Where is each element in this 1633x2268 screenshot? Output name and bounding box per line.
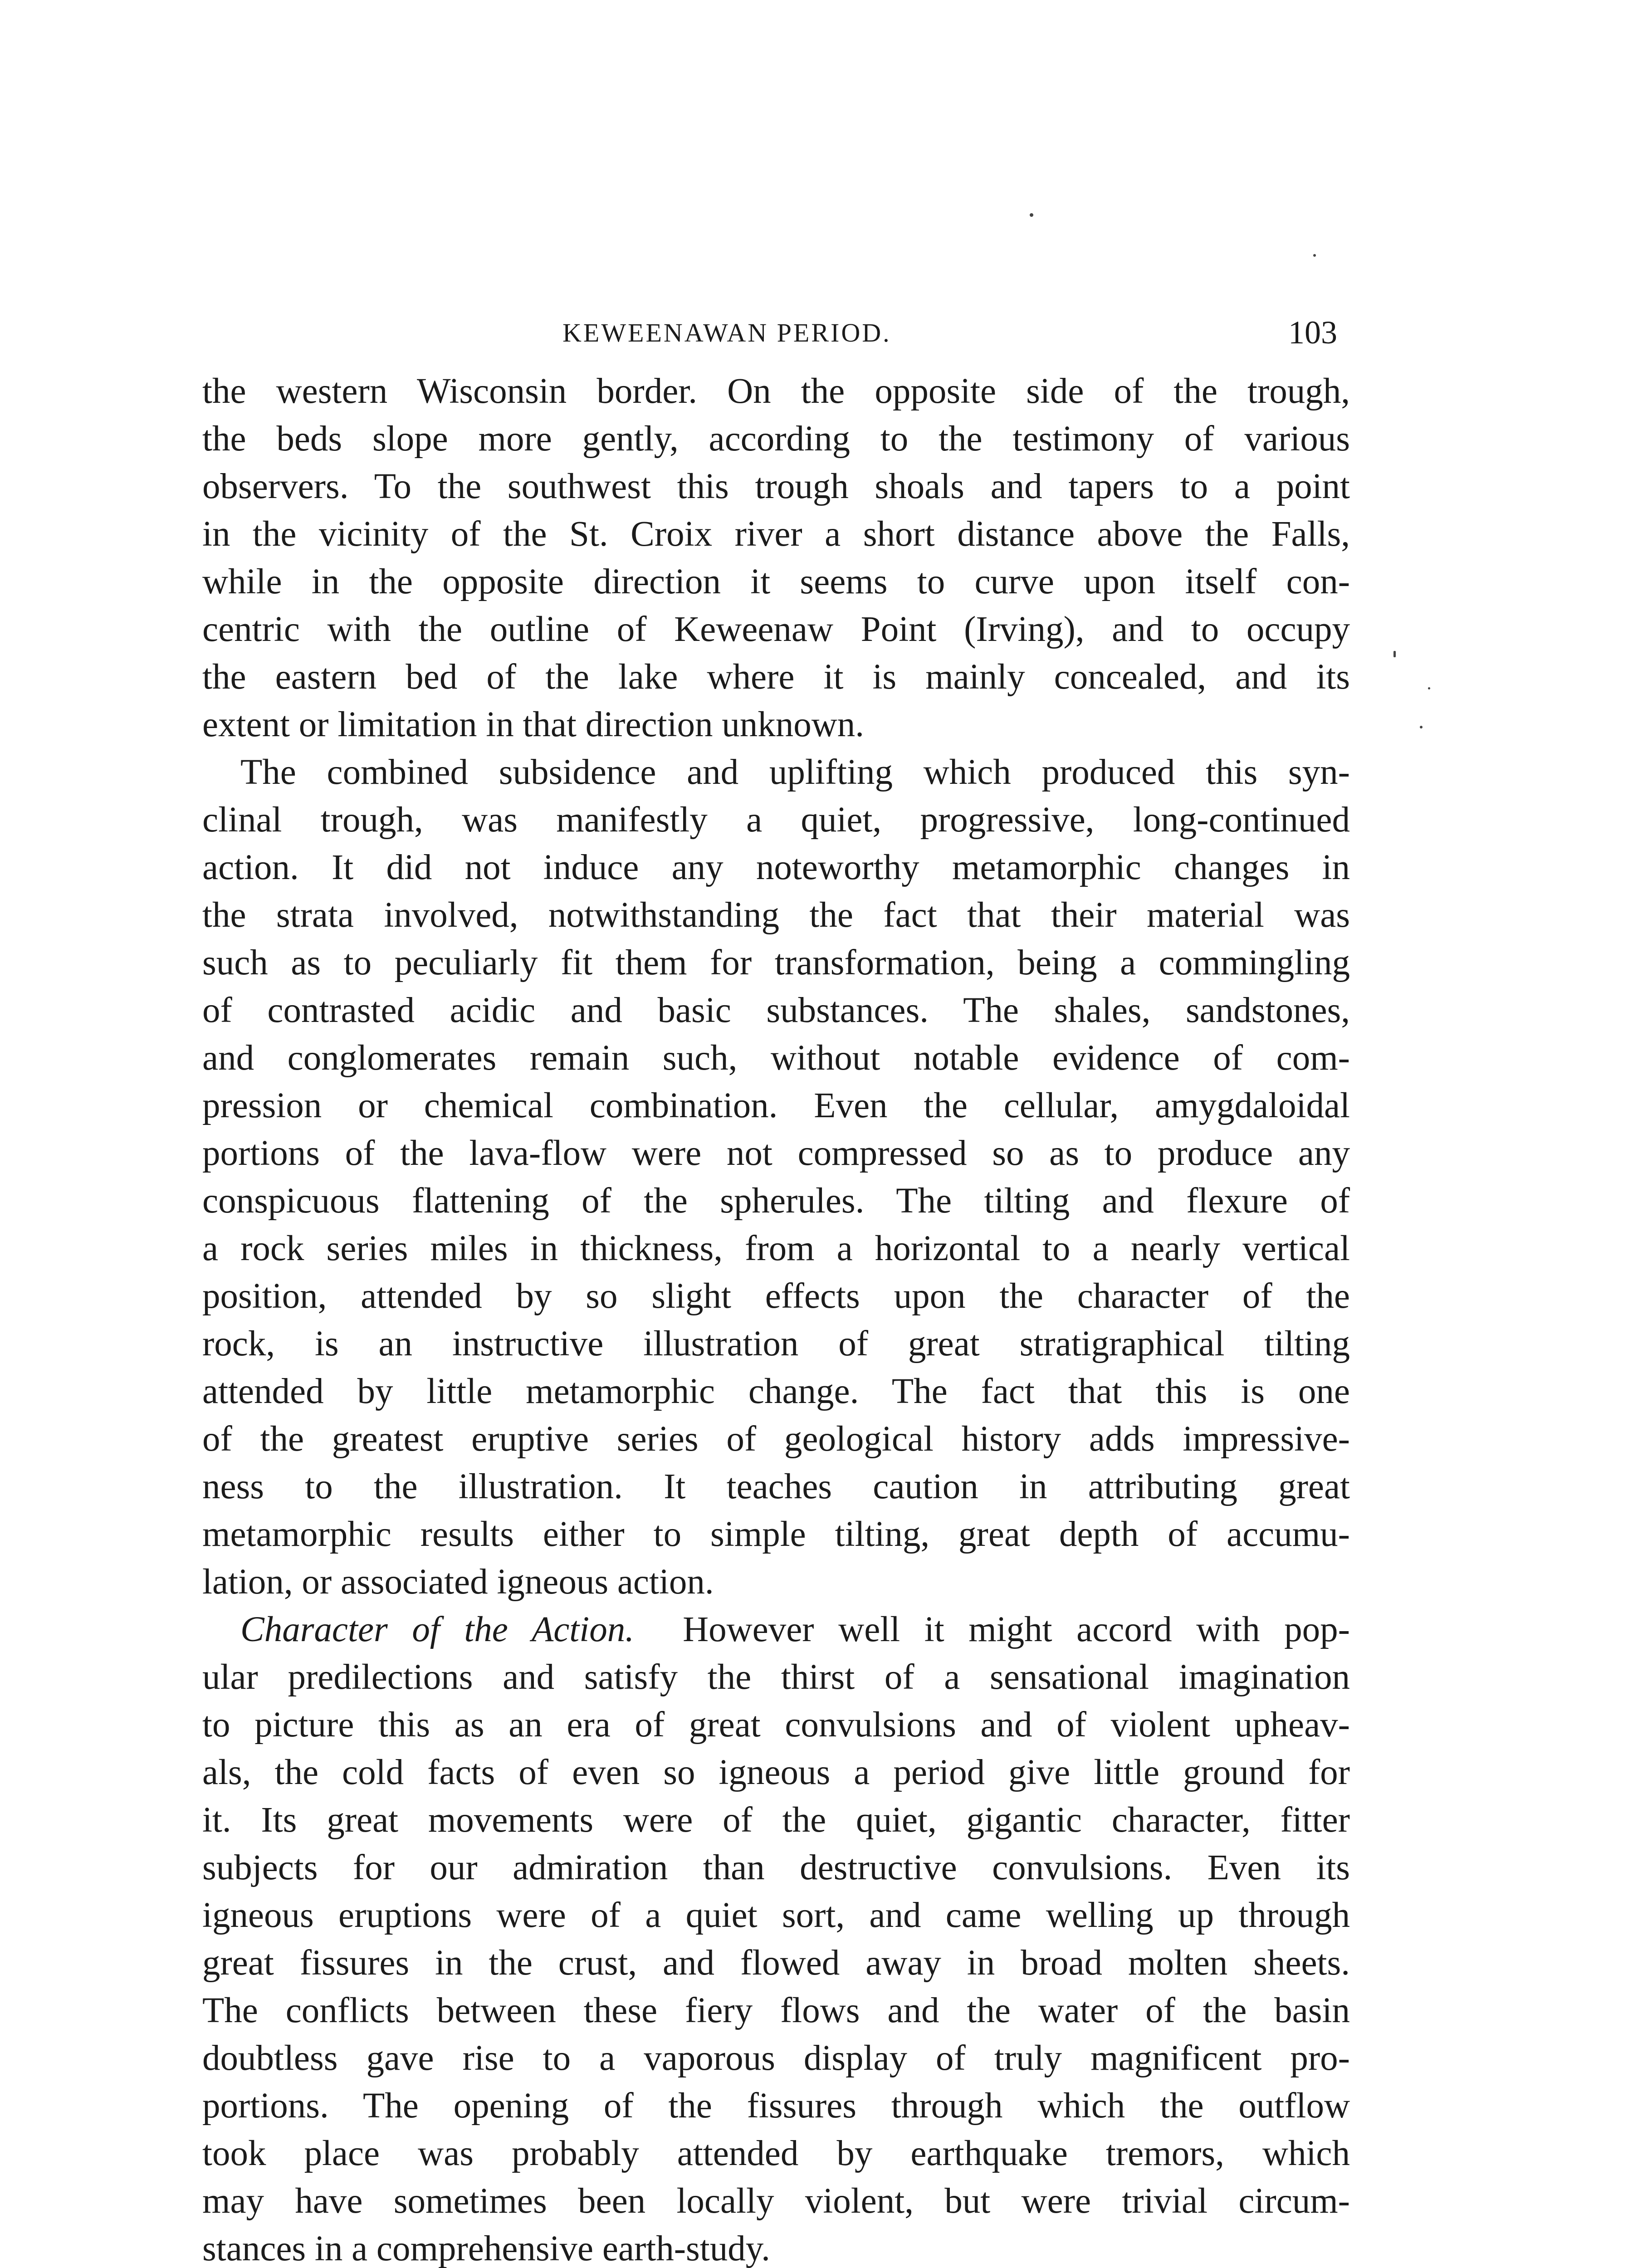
body-line: ness to the illustration. It teaches caution in attributing great [202, 1467, 1350, 1506]
body-line: conspicuous flattening of the spherules. The tilting and flexure of [202, 1181, 1350, 1221]
paper-speck [1428, 687, 1430, 689]
body-line: the beds slope more gently, according to the testimony of various [202, 419, 1350, 459]
body-line: while in the opposite direction it seems to curve upon itself con- [202, 562, 1350, 601]
body-line: portions of the lava-flow were not compressed so as to produce any [202, 1134, 1350, 1173]
body-line: The combined subsidence and uplifting which produced this syn- [240, 753, 1350, 792]
body-line: the western Wisconsin border. On the opposite side of the trough, [202, 371, 1350, 411]
body-text: However well it might accord with pop- [683, 1610, 1350, 1649]
section-heading: Character of the Action. [240, 1610, 634, 1649]
body-line: action. It did not induce any noteworthy metamorphic changes in [202, 848, 1350, 887]
body-line: lation, or associated igneous action. [202, 1562, 714, 1602]
body-line: it. Its great movements were of the quiet, gigantic character, fitter [202, 1800, 1350, 1840]
body-line: of contrasted acidic and basic substances. The shales, sandstones, [202, 991, 1350, 1030]
running-title: KEWEENAWAN PERIOD. [562, 318, 891, 347]
body-line: of the greatest eruptive series of geological history adds impressive- [202, 1419, 1350, 1459]
body-line: position, attended by so slight effects upon the character of the [202, 1276, 1350, 1316]
body-line: in the vicinity of the St. Croix river a short distance above the Falls, [202, 514, 1350, 554]
body-line: a rock series miles in thickness, from a horizontal to a nearly vertical [202, 1229, 1350, 1268]
body-line: may have sometimes been locally violent, but were trivial circum- [202, 2181, 1350, 2221]
body-line: subjects for our admiration than destructive convulsions. Even its [202, 1848, 1350, 1887]
paper-speck [1420, 726, 1423, 728]
body-line: extent or limitation in that direction unknown. [202, 705, 865, 744]
paper-speck [1313, 254, 1316, 257]
body-line: portions. The opening of the fissures through which the outflow [202, 2086, 1350, 2126]
body-line: centric with the outline of Keweenaw Point (Irving), and to occupy [202, 610, 1350, 649]
body-line-with-heading [240, 1608, 1350, 1651]
paper-speck [1393, 651, 1396, 657]
body-line: and conglomerates remain such, without notable evidence of com- [202, 1038, 1350, 1078]
page-number: 103 [1288, 314, 1337, 351]
body-line: metamorphic results either to simple tilting, great depth of accumu- [202, 1515, 1350, 1554]
body-line: doubtless gave rise to a vaporous display of truly magnificent pro- [202, 2038, 1350, 2078]
body-line: pression or chemical combination. Even the cellular, amygdaloidal [202, 1086, 1350, 1125]
body-line: igneous eruptions were of a quiet sort, and came welling up through [202, 1896, 1350, 1935]
body-line: clinal trough, was manifestly a quiet, progressive, long-continued [202, 800, 1350, 840]
body-line: such as to peculiarly fit them for transformation, being a commingling [202, 943, 1350, 982]
body-line: to picture this as an era of great convulsions and of violent upheav- [202, 1705, 1350, 1745]
body-line: The conflicts between these fiery flows and the water of the basin [202, 1991, 1350, 2030]
body-line: great fissures in the crust, and flowed away in broad molten sheets. [202, 1943, 1350, 1983]
body-line: als, the cold facts of even so igneous a period give little ground for [202, 1753, 1350, 1792]
body-line: ular predilections and satisfy the thirst of a sensational imagination [202, 1657, 1350, 1697]
body-line: attended by little metamorphic change. The fact that this is one [202, 1372, 1350, 1411]
body-line: took place was probably attended by earthquake tremors, which [202, 2134, 1350, 2173]
body-line: the eastern bed of the lake where it is mainly concealed, and its [202, 657, 1350, 697]
body-line: observers. To the southwest this trough shoals and tapers to a point [202, 467, 1350, 506]
paper-speck [1030, 213, 1033, 217]
body-line: stances in a comprehensive earth-study. [202, 2229, 770, 2268]
body-line: rock, is an instructive illustration of great stratigraphical tilting [202, 1324, 1350, 1364]
body-line: the strata involved, notwithstanding the fact that their material was [202, 895, 1350, 935]
